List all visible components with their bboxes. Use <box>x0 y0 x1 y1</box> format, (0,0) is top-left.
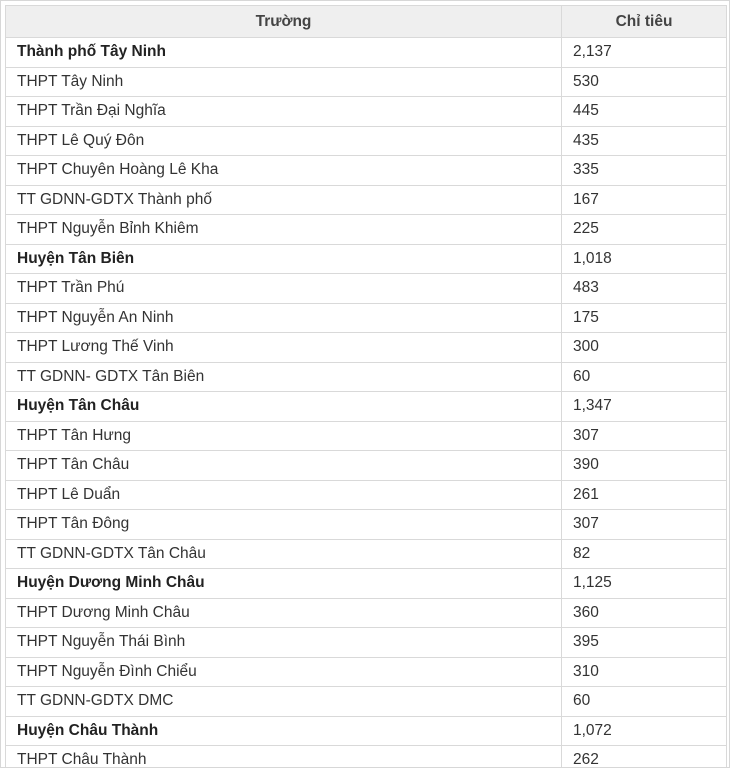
quota-cell: 262 <box>562 746 727 768</box>
quota-cell: 390 <box>562 451 727 481</box>
quota-cell: 530 <box>562 67 727 97</box>
table-row <box>6 215 727 245</box>
school-name-cell: THPT Lê Quý Đôn <box>6 126 562 156</box>
table-row <box>6 274 727 304</box>
table-row <box>6 746 727 768</box>
district-row <box>6 38 727 68</box>
quota-cell: 175 <box>562 303 727 333</box>
school-name-cell: THPT Lương Thế Vinh <box>6 333 562 363</box>
quota-cell: 225 <box>562 215 727 245</box>
table-row <box>6 97 727 127</box>
table-body <box>6 38 727 768</box>
quota-cell: 300 <box>562 333 727 363</box>
school-name-cell: THPT Nguyễn Đình Chiểu <box>6 657 562 687</box>
table-header-row <box>6 6 727 38</box>
school-name-cell: THPT Trần Đại Nghĩa <box>6 97 562 127</box>
quota-cell: 335 <box>562 156 727 186</box>
quota-cell: 1,125 <box>562 569 727 599</box>
school-name-cell: THPT Dương Minh Châu <box>6 598 562 628</box>
quota-table <box>5 5 727 768</box>
table-row <box>6 362 727 392</box>
table-row <box>6 628 727 658</box>
school-name-cell: THPT Tân Hưng <box>6 421 562 451</box>
school-name-cell: THPT Trần Phú <box>6 274 562 304</box>
quota-cell: 60 <box>562 687 727 717</box>
table-row <box>6 421 727 451</box>
quota-cell: 310 <box>562 657 727 687</box>
table-row <box>6 687 727 717</box>
quota-cell: 360 <box>562 598 727 628</box>
school-name-cell: TT GDNN-GDTX DMC <box>6 687 562 717</box>
quota-cell: 307 <box>562 421 727 451</box>
quota-cell: 82 <box>562 539 727 569</box>
quota-cell: 261 <box>562 480 727 510</box>
table-row <box>6 539 727 569</box>
quota-cell: 167 <box>562 185 727 215</box>
header-quota: Chỉ tiêu <box>562 6 727 38</box>
table-row <box>6 303 727 333</box>
quota-cell: 1,072 <box>562 716 727 746</box>
school-name-cell: TT GDNN-GDTX Tân Châu <box>6 539 562 569</box>
quota-cell: 1,347 <box>562 392 727 422</box>
header-school: Trường <box>6 6 562 38</box>
quota-cell: 307 <box>562 510 727 540</box>
district-row <box>6 392 727 422</box>
table-row <box>6 333 727 363</box>
quota-cell: 1,018 <box>562 244 727 274</box>
district-row <box>6 244 727 274</box>
school-name-cell: THPT Lê Duẩn <box>6 480 562 510</box>
quota-cell: 60 <box>562 362 727 392</box>
school-name-cell: THPT Nguyễn Bỉnh Khiêm <box>6 215 562 245</box>
table-row <box>6 510 727 540</box>
school-name-cell: THPT Nguyễn Thái Bình <box>6 628 562 658</box>
school-name-cell: THPT Tân Châu <box>6 451 562 481</box>
quota-cell: 483 <box>562 274 727 304</box>
quota-cell: 2,137 <box>562 38 727 68</box>
district-name-cell: Huyện Tân Châu <box>6 392 562 422</box>
table-row <box>6 480 727 510</box>
table-row <box>6 185 727 215</box>
quota-cell: 445 <box>562 97 727 127</box>
school-name-cell: TT GDNN- GDTX Tân Biên <box>6 362 562 392</box>
table-row <box>6 598 727 628</box>
table-row <box>6 451 727 481</box>
school-name-cell: THPT Nguyễn An Ninh <box>6 303 562 333</box>
quota-cell: 435 <box>562 126 727 156</box>
district-row <box>6 569 727 599</box>
school-name-cell: TT GDNN-GDTX Thành phố <box>6 185 562 215</box>
district-name-cell: Huyện Dương Minh Châu <box>6 569 562 599</box>
district-name-cell: Huyện Châu Thành <box>6 716 562 746</box>
school-name-cell: THPT Tân Đông <box>6 510 562 540</box>
quota-cell: 395 <box>562 628 727 658</box>
table-row <box>6 657 727 687</box>
school-name-cell: THPT Chuyên Hoàng Lê Kha <box>6 156 562 186</box>
school-name-cell: THPT Tây Ninh <box>6 67 562 97</box>
district-name-cell: Thành phố Tây Ninh <box>6 38 562 68</box>
table-row <box>6 67 727 97</box>
district-row <box>6 716 727 746</box>
district-name-cell: Huyện Tân Biên <box>6 244 562 274</box>
table-row <box>6 126 727 156</box>
school-name-cell: THPT Châu Thành <box>6 746 562 768</box>
table-row <box>6 156 727 186</box>
